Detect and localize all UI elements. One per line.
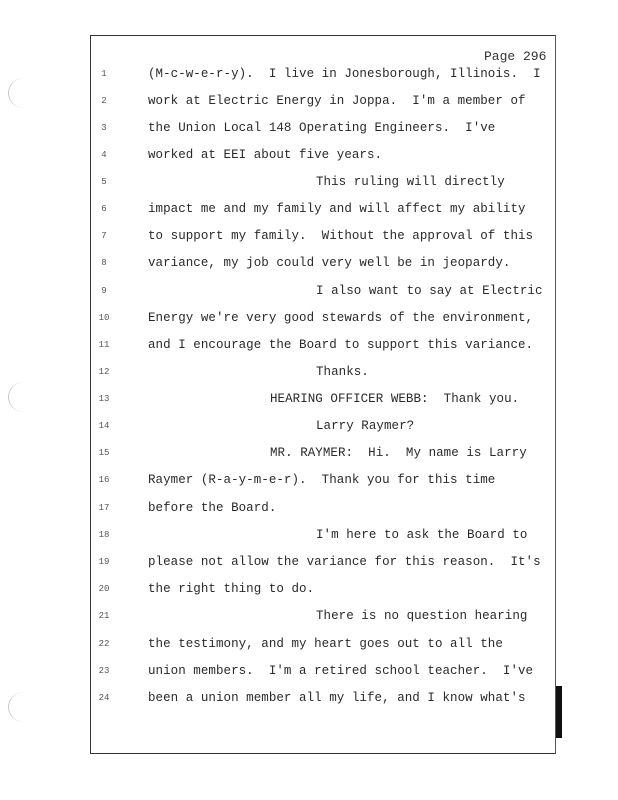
page-number: Page 296	[484, 49, 547, 64]
transcript-line	[0, 419, 618, 439]
transcript-line	[0, 555, 618, 575]
line-number: 7	[101, 231, 107, 241]
line-number: 5	[101, 177, 107, 187]
transcript-line	[0, 121, 618, 141]
line-number: 14	[98, 421, 110, 431]
transcript-line	[0, 691, 618, 711]
transcript-line	[0, 473, 618, 493]
transcript-line	[0, 94, 618, 114]
transcript-line	[0, 67, 618, 87]
transcript-line	[0, 175, 618, 195]
line-number: 22	[98, 639, 110, 649]
line-text: (M-c-w-e-r-y). I live in Jonesborough, Illinois. I	[148, 67, 541, 81]
line-text: union members. I'm a retired school teacher. I've	[148, 664, 534, 678]
line-number: 10	[98, 313, 110, 323]
transcript-line	[0, 446, 618, 466]
transcript-line	[0, 284, 618, 304]
transcript-line	[0, 202, 618, 222]
line-number: 21	[98, 611, 110, 621]
transcript-line	[0, 582, 618, 602]
line-text: impact me and my family and will affect my ability	[148, 202, 526, 216]
transcript-line	[0, 365, 618, 385]
line-number: 11	[98, 340, 110, 350]
line-text: to support my family. Without the approval of this	[148, 229, 534, 243]
line-number: 1	[101, 69, 107, 79]
transcript-line	[0, 256, 618, 276]
line-number: 4	[101, 150, 107, 160]
transcript-line	[0, 148, 618, 168]
line-text: the right thing to do.	[148, 582, 315, 596]
line-text: Thanks.	[316, 365, 369, 379]
transcript-line	[0, 311, 618, 331]
line-text: This ruling will directly	[316, 175, 505, 189]
line-text: the Union Local 148 Operating Engineers. I've	[148, 121, 496, 135]
transcript-line	[0, 664, 618, 684]
line-number: 9	[101, 286, 107, 296]
line-text: Larry Raymer?	[316, 419, 415, 433]
transcript-line	[0, 338, 618, 358]
transcript-line	[0, 229, 618, 249]
transcript-line	[0, 528, 618, 548]
line-number: 18	[98, 530, 110, 540]
transcript-line	[0, 609, 618, 629]
line-text: work at Electric Energy in Joppa. I'm a member of	[148, 94, 526, 108]
line-text: There is no question hearing	[316, 609, 528, 623]
line-text: I also want to say at Electric	[316, 284, 543, 298]
line-text: variance, my job could very well be in jeopardy.	[148, 256, 511, 270]
line-number: 24	[98, 693, 110, 703]
line-text: Raymer (R-a-y-m-e-r). Thank you for this time	[148, 473, 496, 487]
line-text: and I encourage the Board to support this variance.	[148, 338, 534, 352]
line-text: before the Board.	[148, 501, 277, 515]
line-number: 17	[98, 503, 110, 513]
line-number: 6	[101, 204, 107, 214]
line-text: Energy we're very good stewards of the environment,	[148, 311, 534, 325]
line-number: 15	[98, 448, 110, 458]
transcript-line	[0, 392, 618, 412]
line-text: worked at EEI about five years.	[148, 148, 383, 162]
line-number: 19	[98, 557, 110, 567]
line-text: please not allow the variance for this reason. It's	[148, 555, 541, 569]
line-text: HEARING OFFICER WEBB: Thank you.	[270, 392, 520, 406]
line-number: 3	[101, 123, 107, 133]
transcript-line	[0, 637, 618, 657]
line-number: 20	[98, 584, 110, 594]
line-text: I'm here to ask the Board to	[316, 528, 528, 542]
line-number: 23	[98, 666, 110, 676]
line-text: MR. RAYMER: Hi. My name is Larry	[270, 446, 527, 460]
line-number: 8	[101, 258, 107, 268]
line-number: 16	[98, 475, 110, 485]
line-text: the testimony, and my heart goes out to all the	[148, 637, 503, 651]
transcript-line	[0, 501, 618, 521]
line-number: 13	[98, 394, 110, 404]
line-number: 2	[101, 96, 107, 106]
line-number: 12	[98, 367, 110, 377]
line-text: been a union member all my life, and I know what's	[148, 691, 526, 705]
